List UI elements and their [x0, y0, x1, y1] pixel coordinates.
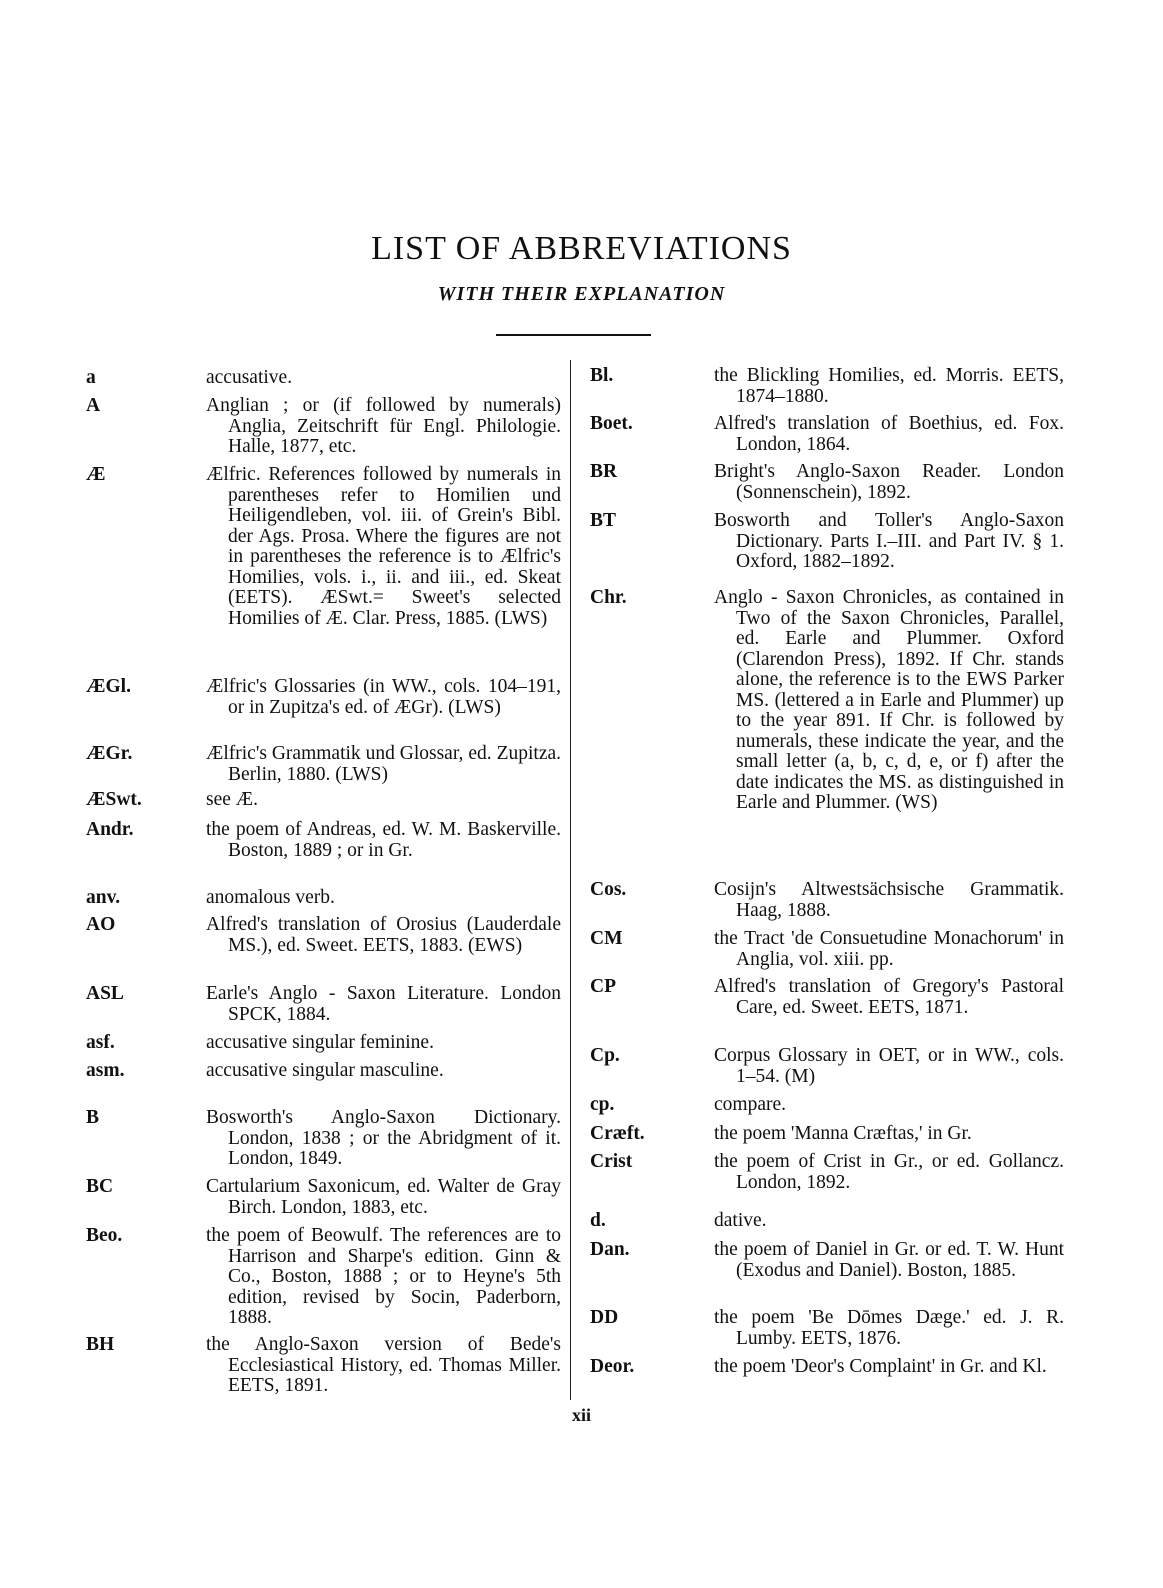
entry-explanation: Earle's Anglo - Saxon Literature. London SPCK, 1884.: [206, 983, 561, 1025]
entry: [590, 1240, 1064, 1281]
entry-explanation: the poem of Daniel in Gr. or ed. T. W. Hunt (Exodus and Daniel). Boston, 1885.: [714, 1239, 1064, 1281]
entry-abbreviation: ASL: [86, 983, 124, 1004]
entry-abbreviation: a: [86, 367, 96, 388]
entry-abbreviation: ÆGl.: [86, 676, 131, 697]
entry-abbreviation: asm.: [86, 1060, 125, 1081]
entry: [86, 744, 561, 785]
page-number: xii: [571, 1405, 591, 1425]
entry-abbreviation: Boet.: [590, 413, 633, 434]
entry-abbreviation: Deor.: [590, 1356, 635, 1377]
title-rule: [496, 334, 651, 336]
entry-explanation: see Æ.: [206, 789, 258, 810]
entry-explanation: accusative singular masculine.: [206, 1060, 444, 1081]
entry: [590, 977, 1064, 1018]
entry-explanation: Anglo - Saxon Chronicles, as contained in Two of the Saxon Chronicles, Parallel, ed. Earle and Plummer. Oxford (Clarendon Press), 1892. If Chr. stands alone, the reference is to the EWS Parker MS. (lettered a in Earle and Plummer) up to the year 891. If Chr. is followed by numerals, these indicate the year, and the small letter (a, b, c, d, e, or f) after the date indicates the MS. as distinguished in Earle and Plummer. (WS): [714, 587, 1064, 813]
entry-explanation: the poem 'Be Dōmes Dæge.' ed. J. R. Lumby. EETS, 1876.: [714, 1307, 1064, 1349]
entry-abbreviation: Crist: [590, 1151, 633, 1172]
entry-abbreviation: BT: [590, 510, 617, 531]
entry: [590, 1095, 1064, 1116]
entry: [86, 677, 561, 718]
entry: [86, 888, 561, 909]
entry-abbreviation: ÆGr.: [86, 743, 133, 764]
entry-explanation: Ælfric. References followed by numerals in parentheses refer to Homilien und Heiligendleben, vol. iii. of Grein's Bibl. der Ags. Prosa. Where the figures are not in parentheses the reference is to Ælfric's Homilies, vols. i., ii. and iii., ed. Skeat (EETS). ÆSwt.= Sweet's selected Homilies of Æ. Clar. Press, 1885. (LWS): [206, 464, 561, 629]
entry-abbreviation: Andr.: [86, 819, 134, 840]
column-divider: [570, 360, 571, 1400]
entry: [590, 462, 1064, 503]
entry-explanation: Bosworth's Anglo-Saxon Dictionary. London, 1838 ; or the Abridgment of it. London, 1849.: [206, 1107, 561, 1169]
entry-abbreviation: CM: [590, 928, 623, 949]
entry-explanation: the Tract 'de Consuetudine Monachorum' in Anglia, vol. xiii. pp.: [714, 928, 1064, 970]
entry: [86, 1226, 561, 1329]
entry-explanation: accusative.: [206, 367, 293, 388]
entry: [590, 366, 1064, 407]
entry-explanation: the poem of Crist in Gr., or ed. Gollancz. London, 1892.: [714, 1151, 1064, 1193]
entry-explanation: Cosijn's Altwestsächsische Grammatik. Haag, 1888.: [714, 879, 1064, 921]
entry-abbreviation: Cræft.: [590, 1123, 645, 1144]
entry-abbreviation: Chr.: [590, 587, 627, 608]
entry-explanation: Cartularium Saxonicum, ed. Walter de Gray Birch. London, 1883, etc.: [206, 1176, 561, 1218]
entry: [86, 1061, 561, 1082]
entry-explanation: Bright's Anglo-Saxon Reader. London (Sonnenschein), 1892.: [714, 461, 1064, 503]
entry-abbreviation: B: [86, 1107, 100, 1128]
entry-abbreviation: Cos.: [590, 879, 627, 900]
entry-explanation: compare.: [714, 1094, 787, 1115]
entry-abbreviation: BH: [86, 1334, 115, 1355]
entry: [86, 1335, 561, 1397]
entry-abbreviation: Æ: [86, 464, 106, 485]
entry: [590, 1124, 1064, 1145]
entry-explanation: the poem 'Manna Cræftas,' in Gr.: [714, 1123, 972, 1144]
entry: [590, 880, 1064, 921]
entry: [86, 915, 561, 956]
entry: [590, 929, 1064, 970]
entry-explanation: the Anglo-Saxon version of Bede's Ecclesiastical History, ed. Thomas Miller. EETS, 1891.: [206, 1334, 561, 1396]
entry-abbreviation: Cp.: [590, 1045, 620, 1066]
entry: [86, 368, 561, 389]
entry: [590, 1152, 1064, 1193]
entry-abbreviation: DD: [590, 1307, 619, 1328]
entry-explanation: Bosworth and Toller's Anglo-Saxon Dictionary. Parts I.–III. and Part IV. § 1. Oxford, 1882–1892.: [714, 510, 1064, 572]
entry-explanation: Corpus Glossary in OET, or in WW., cols. 1–54. (M): [714, 1045, 1064, 1087]
entry: [590, 1308, 1064, 1349]
entry-explanation: dative.: [714, 1210, 767, 1231]
entry-explanation: the poem of Andreas, ed. W. M. Baskerville. Boston, 1889 ; or in Gr.: [206, 819, 561, 861]
entry-explanation: the poem of Beowulf. The references are to Harrison and Sharpe's edition. Ginn & Co., Boston, 1888 ; or to Heyne's 5th edition, revised by Socin, Paderborn, 1888.: [206, 1225, 561, 1328]
entry-abbreviation: anv.: [86, 887, 121, 908]
entry-abbreviation: Dan.: [590, 1239, 630, 1260]
entry-abbreviation: BR: [590, 461, 618, 482]
entry-explanation: Ælfric's Glossaries (in WW., cols. 104–191, or in Zupitza's ed. of ÆGr). (LWS): [206, 676, 561, 718]
entry: [590, 588, 1064, 814]
entry: [590, 1046, 1064, 1087]
entry-explanation: the poem 'Deor's Complaint' in Gr. and Kl.: [714, 1356, 1047, 1377]
entry-explanation: Alfred's translation of Orosius (Lauderdale MS.), ed. Sweet. EETS, 1883. (EWS): [206, 914, 561, 956]
entry: [590, 1211, 1064, 1232]
entry-abbreviation: AO: [86, 914, 116, 935]
page-title: LIST OF ABBREVIATIONS: [371, 230, 792, 267]
entry: [590, 414, 1064, 455]
entry: [86, 465, 561, 629]
entry-abbreviation: A: [86, 395, 101, 416]
entry-abbreviation: Bl.: [590, 365, 614, 386]
entry: [590, 1357, 1064, 1378]
page-subtitle: WITH THEIR EXPLANATION: [437, 283, 726, 305]
entry-explanation: anomalous verb.: [206, 887, 335, 908]
entry-explanation: the Blickling Homilies, ed. Morris. EETS, 1874–1880.: [714, 365, 1064, 407]
entry-explanation: Ælfric's Grammatik und Glossar, ed. Zupitza. Berlin, 1880. (LWS): [206, 743, 561, 785]
entry-abbreviation: ÆSwt.: [86, 789, 142, 810]
entry-abbreviation: BC: [86, 1176, 114, 1197]
entry: [86, 984, 561, 1025]
entry-explanation: accusative singular feminine.: [206, 1032, 434, 1053]
entry: [590, 511, 1064, 573]
entry: [86, 820, 561, 861]
entry-abbreviation: Beo.: [86, 1225, 123, 1246]
entry-abbreviation: d.: [590, 1210, 606, 1231]
entry: [86, 1033, 561, 1054]
entry-explanation: Alfred's translation of Gregory's Pastoral Care, ed. Sweet. EETS, 1871.: [714, 976, 1064, 1018]
entry: [86, 1108, 561, 1170]
entry: [86, 1177, 561, 1218]
entry-abbreviation: asf.: [86, 1032, 115, 1053]
entry-explanation: Alfred's translation of Boethius, ed. Fox. London, 1864.: [714, 413, 1064, 455]
entry: [86, 396, 561, 458]
entry-abbreviation: cp.: [590, 1094, 615, 1115]
entry-explanation: Anglian ; or (if followed by numerals) Anglia, Zeitschrift für Engl. Philologie. Halle, 1877, etc.: [206, 395, 561, 457]
entry-abbreviation: CP: [590, 976, 616, 997]
entry: [86, 790, 561, 811]
